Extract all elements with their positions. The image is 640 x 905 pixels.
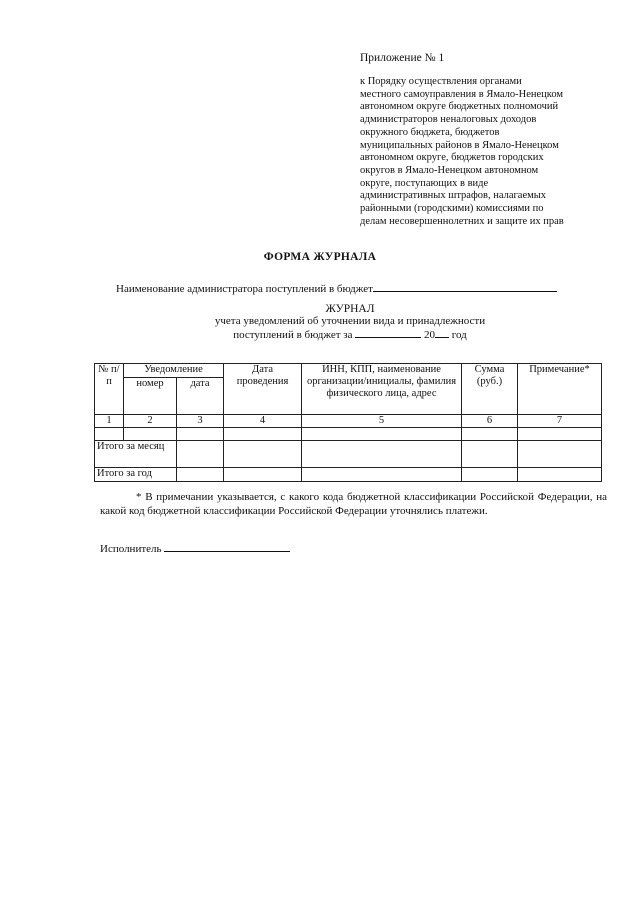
journal-subtitle: учета уведомлений об уточнении вида и принадлежности [214, 315, 486, 327]
appendix-line: окружного бюджета, бюджетов [360, 126, 500, 138]
executor-blank [164, 541, 290, 552]
total-month-row [95, 441, 602, 468]
appendix-line: делам несовершеннолетних и защите их прав [360, 215, 564, 227]
table-cell [518, 441, 602, 468]
col-header-num: № п/п [95, 364, 124, 415]
table-cell [224, 468, 302, 482]
appendix-line: округов в Ямало-Ненецком автономном [360, 164, 539, 176]
col-header-posting-date: Дата проведения [224, 364, 302, 415]
col-header-note: Примечание* [518, 364, 602, 415]
period-year-prefix: 20 [424, 329, 435, 341]
appendix-title: Приложение № 1 [360, 52, 445, 64]
table-cell [302, 441, 462, 468]
appendix-line: местного самоуправления в Ямало-Ненецком [360, 88, 564, 100]
table-cell [462, 468, 518, 482]
table-cell [462, 428, 518, 441]
period-prefix: поступлений в бюджет за [233, 329, 353, 341]
table-cell [518, 428, 602, 441]
table-cell [518, 468, 602, 482]
table-cell [124, 428, 177, 441]
appendix-line: административных штрафов, налагаемых [360, 190, 547, 202]
admin-name-blank [373, 281, 557, 292]
column-number: 3 [177, 415, 224, 428]
appendix-line: районными (городскими) комиссиями по [360, 203, 544, 215]
column-number: 1 [95, 415, 124, 428]
appendix-line: администраторов неналоговых доходов [360, 114, 537, 126]
column-number: 5 [302, 415, 462, 428]
col-header-number: номер [124, 378, 177, 415]
table-cell [95, 428, 124, 441]
appendix-line: автономном округе, бюджетов городских [360, 152, 544, 164]
table-cell [462, 441, 518, 468]
table-row [95, 428, 602, 441]
appendix-line: автономном округе бюджетных полномочий [360, 101, 559, 113]
appendix-description [360, 76, 620, 228]
appendix-line: к Порядку осуществления органами [360, 76, 522, 87]
period-blank [355, 327, 421, 338]
year-blank [435, 327, 449, 338]
column-number: 4 [224, 415, 302, 428]
table-cell [224, 441, 302, 468]
appendix-line: округе, поступающих в виде [360, 177, 489, 189]
col-header-sum: Сумма (руб.) [462, 364, 518, 415]
table-cell [224, 428, 302, 441]
footnote: * В примечании указывается, с какого кода бюджетной классификации Российской Федерации, на какой код бюджетной классификации Российской Федерации уточнялись платежи. [100, 491, 607, 517]
total-year-row [95, 468, 602, 482]
appendix-line: муниципальных районов в Ямало-Ненецком [360, 139, 559, 151]
total-month-label: Итого за месяц [95, 441, 177, 468]
form-title: ФОРМА ЖУРНАЛА [263, 251, 377, 263]
column-number: 6 [462, 415, 518, 428]
col-header-inn: ИНН, КПП, наименование организации/инициалы, фамилия физического лица, адрес [302, 364, 462, 415]
table-cell [177, 441, 224, 468]
col-header-date: дата [177, 378, 224, 415]
column-number: 7 [518, 415, 602, 428]
journal-period [0, 327, 640, 341]
column-numbers-row [95, 415, 602, 428]
journal-table [94, 363, 602, 482]
column-number: 2 [124, 415, 177, 428]
period-suffix: год [451, 329, 467, 341]
journal-title: ЖУРНАЛ [325, 303, 375, 315]
table-cell [177, 428, 224, 441]
table-cell [177, 468, 224, 482]
table-cell [302, 468, 462, 482]
executor-label: Исполнитель [100, 543, 162, 555]
executor-line [100, 541, 290, 555]
table-header-row [95, 364, 602, 378]
col-header-notification: Уведомление [124, 364, 224, 378]
admin-name-label: Наименование администратора поступлений в бюджет [116, 283, 373, 295]
table-cell [302, 428, 462, 441]
admin-name-line [116, 281, 557, 295]
total-year-label: Итого за год [95, 468, 177, 482]
